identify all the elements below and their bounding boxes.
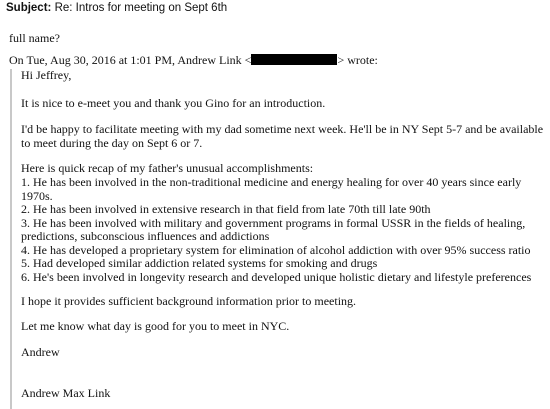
hope-paragraph: I hope it provides sufficient background information prior to meeting.	[21, 294, 357, 308]
facilitate-paragraph: I'd be happy to facilitate meeting with my dad sometime next week. He'll be in NY Sept 5-7 and be available to meet during the day on Sept 6 or 7.	[21, 122, 544, 150]
list-item: 6. He's been involved in longevity research and developed unique holistic dietary and lifestyle preferences	[21, 269, 532, 284]
list-item: 3. He has been involved with military and government programs in formal USSR in the fields of healing, predictions, subconscious influences and addictions	[21, 215, 526, 243]
signature-name: Andrew Max Link	[21, 386, 111, 400]
email-subject	[0, 0, 550, 16]
intro-paragraph: It is nice to e-meet you and thank you Gino for an introduction.	[21, 96, 326, 110]
meeting-request-paragraph: Let me know what day is good for you to meet in NYC.	[21, 319, 290, 333]
list-item: 1. He has been involved in the non-traditional medicine and energy healing for over 40 years since early 1970s.	[21, 175, 522, 203]
subject-label: Subject:	[6, 2, 52, 14]
list-item: 4. He has developed a proprietary system for elimination of alcohol addiction with over 95% success ratio	[21, 242, 531, 257]
redacted-email-bar	[251, 54, 337, 65]
quoted-message	[10, 69, 548, 409]
attribution-suffix: > wrote:	[337, 53, 378, 67]
greeting: Hi Jeffrey,	[21, 68, 72, 82]
list-item: 5. Had developed similar addiction related systems for smoking and drugs	[21, 256, 378, 270]
accomplishments-list	[21, 176, 546, 284]
attribution-prefix: On Tue, Aug 30, 2016 at 1:01 PM, Andrew Link <	[9, 53, 252, 67]
subject-text: Re: Intros for meeting on Sept 6th	[54, 2, 228, 14]
quote-attribution	[9, 53, 378, 68]
list-item: 2. He has been involved in extensive research in that field from late 70th till late 90th	[21, 202, 431, 216]
recap-heading: Here is quick recap of my father's unusual accomplishments:	[21, 161, 314, 175]
signoff: Andrew	[21, 345, 60, 359]
reply-body: full name?	[9, 31, 60, 45]
